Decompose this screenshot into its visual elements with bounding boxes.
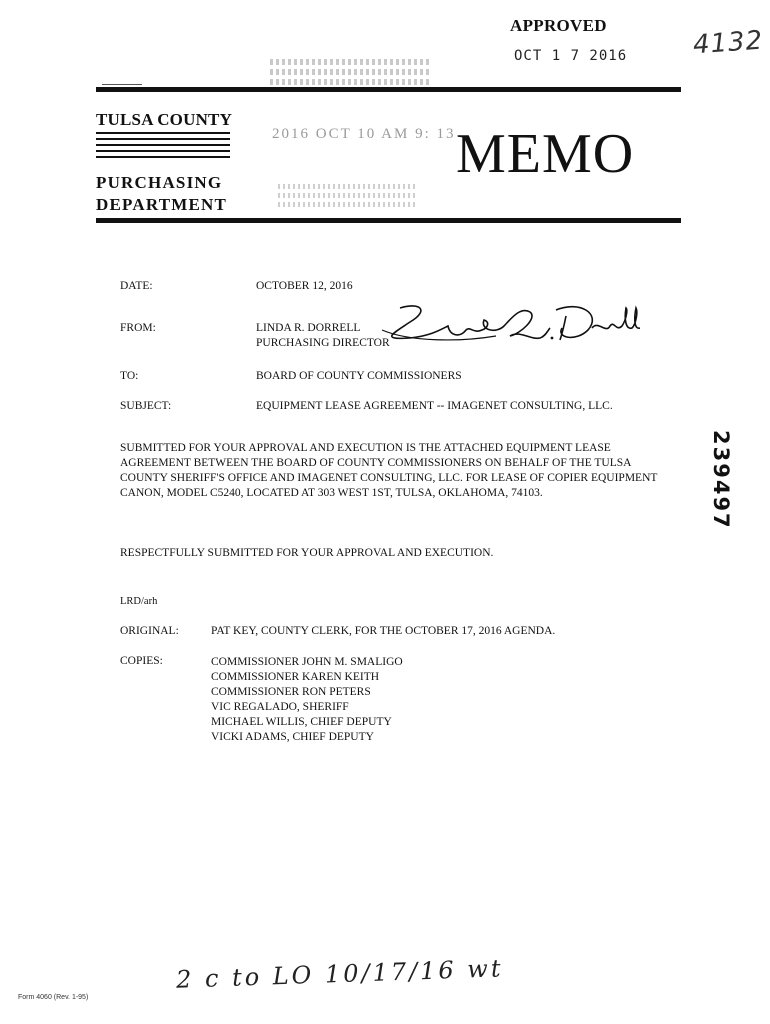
copies-label: COPIES: — [120, 655, 163, 667]
date-label: DATE: — [120, 280, 153, 292]
typist-initials: LRD/arh — [120, 596, 158, 607]
subject-value: EQUIPMENT LEASE AGREEMENT -- IMAGENET CONSULTING, LLC. — [256, 400, 613, 412]
list-item: MICHAEL WILLIS, CHIEF DEPUTY — [211, 716, 392, 728]
from-label: FROM: — [120, 322, 156, 334]
department-line1: PURCHASING — [96, 173, 223, 192]
list-item: COMMISSIONER RON PETERS — [211, 686, 371, 698]
original-label: ORIGINAL: — [120, 625, 179, 637]
county-name: TULSA COUNTY — [96, 110, 233, 129]
signature-icon — [370, 300, 640, 360]
side-document-number: 239497 — [709, 430, 733, 530]
to-label: TO: — [120, 370, 139, 382]
faded-received-stamp-lower — [278, 180, 418, 206]
subject-label: SUBJECT: — [120, 400, 172, 412]
approved-stamp-label: APPROVED — [510, 16, 607, 35]
department-name — [96, 172, 227, 216]
divider — [102, 84, 142, 85]
from-name: LINDA R. DORRELL — [256, 322, 361, 334]
form-number: Form 4060 (Rev. 1-95) — [18, 994, 89, 1001]
from-title: PURCHASING DIRECTOR — [256, 337, 390, 349]
to-value: BOARD OF COUNTY COMMISSIONERS — [256, 370, 462, 382]
header-rule-top — [96, 87, 681, 92]
list-item: VIC REGALADO, SHERIFF — [211, 701, 349, 713]
logo-lines — [96, 132, 230, 162]
list-item: COMMISSIONER KAREN KEITH — [211, 671, 380, 683]
original-value: PAT KEY, COUNTY CLERK, FOR THE OCTOBER 17, 2016 AGENDA. — [211, 625, 556, 637]
date-value: OCTOBER 12, 2016 — [256, 280, 353, 292]
closing-paragraph: RESPECTFULLY SUBMITTED FOR YOUR APPROVAL AND EXECUTION. — [120, 547, 494, 559]
handwritten-record-number: 4132 — [692, 25, 765, 61]
body-paragraph: SUBMITTED FOR YOUR APPROVAL AND EXECUTION IS THE ATTACHED EQUIPMENT LEASE AGREEMENT BETWEEN THE BOARD OF COUNTY COMMISSIONERS ON BEHALF OF THE TULSA COUNTY SHERIFF'S OFFICE AND IMAGENET CONSULTING, LLC. FOR LEASE OF COPIER EQUIPMENT CANON, MODEL C5240, LOCATED AT 303 WEST 1ST, TULSA, OKLAHOMA, 74103. — [120, 442, 658, 499]
received-time-stamp: 2016 OCT 10 AM 9: 13 — [272, 126, 456, 142]
document-type-title: MEMO — [456, 123, 635, 185]
header-rule-bottom — [96, 218, 681, 223]
department-line2: DEPARTMENT — [96, 195, 228, 214]
list-item: COMMISSIONER JOHN M. SMALIGO — [211, 656, 403, 668]
list-item: VICKI ADAMS, CHIEF DEPUTY — [211, 731, 374, 743]
handwritten-note: 2 c to LO 10/17/16 wt — [175, 954, 504, 994]
approved-stamp-date: OCT 1 7 2016 — [514, 48, 628, 64]
copies-list — [211, 655, 403, 745]
